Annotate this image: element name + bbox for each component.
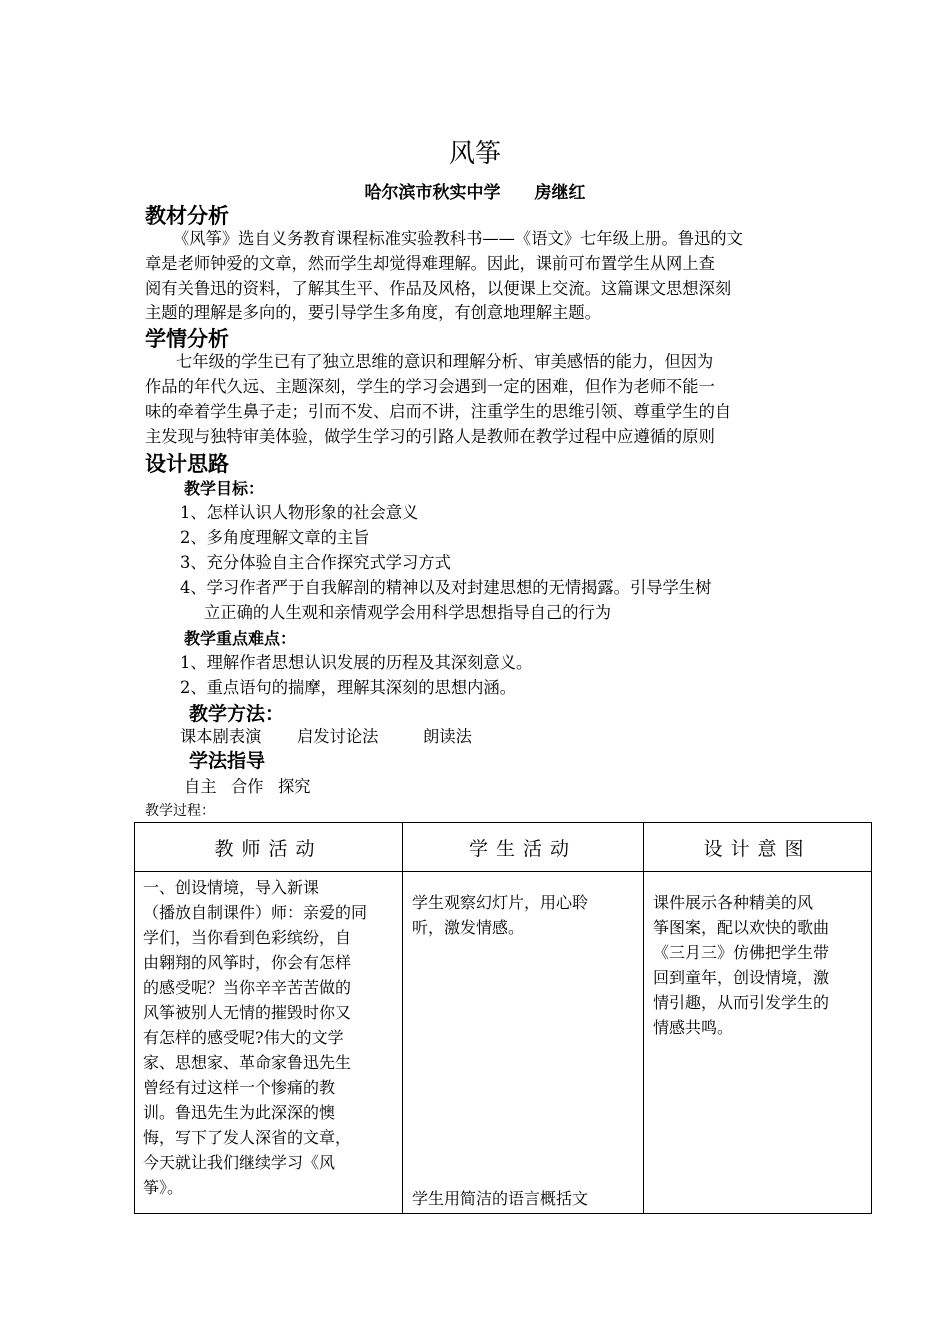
cell-line: 课件展示各种精美的风 [653,893,814,912]
cell-line: 听，激发情感。 [412,918,525,937]
table-row [135,872,872,1214]
header-design-intent: 设计意图 [644,823,872,872]
textbook-analysis-line: 章是老师钟爱的文章，然而学生却觉得难理解。因此，课前可布置学生从网上查 [145,254,715,273]
key-points-heading: 教学重点难点： [184,629,297,648]
textbook-analysis-line: 《风筝》选自义务教育课程标准实验教科书——《语文》七年级上册。鲁迅的文 [173,229,743,248]
cell-line: 回到童年，创设情境，激 [653,968,830,987]
header-teacher-activity: 教师活动 [135,823,403,872]
author-line [0,178,950,203]
cell-line: 学生观察幻灯片，用心聆 [412,893,589,912]
key-point-item: 2、重点语句的揣摩，理解其深刻的思想内涵。 [180,678,516,697]
process-label: 教学过程： [145,803,215,819]
methods-heading: 教学方法： [189,703,285,725]
cell-line: 的感受呢？当你辛辛苦苦做的 [143,978,352,997]
goal-item-continuation: 立正确的人生观和亲情观学会用科学思想指导自己的行为 [204,603,612,622]
cell-line: （播放自制课件）师：亲爱的同 [143,903,368,922]
student-activity-cell [403,872,644,1214]
cell-line: 由翱翔的风筝时，你会有怎样 [143,953,352,972]
teacher-activity-cell [135,872,403,1214]
cell-line: 风筝被别人无情的摧毁时你又 [143,1003,352,1022]
key-point-item: 1、理解作者思想认识发展的历程及其深刻意义。 [180,653,533,672]
cell-line: 一、创设情境，导入新课 [143,878,320,897]
textbook-analysis-heading: 教材分析 [145,204,229,228]
method-item: 启发讨论法 [297,727,379,746]
design-heading: 设计思路 [145,452,229,476]
cell-line: 今天就让我们继续学习《风 [143,1153,336,1172]
goal-item: 2、多角度理解文章的主旨 [180,528,370,547]
textbook-analysis-line: 阅有关鲁迅的资料，了解其生平、作品及风格，以便课上交流。这篇课文思想深刻 [145,279,732,298]
design-intent-cell [644,872,872,1214]
teaching-process-table [134,822,872,1214]
cell-line: 曾经有过这样一个惨痛的教 [143,1078,336,1097]
goals-heading: 教学目标： [184,479,265,498]
method-item: 课本剧表演 [180,727,262,746]
goal-item: 1、怎样认识人物形象的社会意义 [180,503,419,522]
study-guide-heading: 学法指导 [189,750,266,772]
goal-item: 4、学习作者严于自我解剖的精神以及对封建思想的无情揭露。引导学生树 [180,578,712,597]
cell-line: 情感共鸣。 [653,1018,734,1037]
guide-item: 合作 [231,777,264,796]
cell-line: 筝》。 [143,1178,184,1197]
cell-line: 筝图案，配以欢快的歌曲 [653,918,830,937]
student-analysis-line: 主发现与独特审美体验，做学生学习的引路人是教师在教学过程中应遵循的原则 [145,427,715,446]
student-analysis-line: 七年级的学生已有了独立思维的意识和理解分析、审美感悟的能力，但因为 [176,352,714,371]
method-item: 朗读法 [423,727,472,746]
table-header-row [135,823,872,872]
student-analysis-heading: 学情分析 [145,327,229,351]
cell-line: 有怎样的感受呢?伟大的文学 [143,1028,344,1047]
textbook-analysis-line: 主题的理解是多向的，要引导学生多角度，有创意地理解主题。 [145,303,601,322]
author-name: 房继红 [534,183,586,203]
student-analysis-line: 作品的年代久远、主题深刻，学生的学习会遇到一定的困难，但作为老师不能一 [145,377,715,396]
cell-line: 《三月三》仿佛把学生带 [653,943,830,962]
student-analysis-line: 味的牵着学生鼻子走；引而不发、启而不讲，注重学生的思维引领、尊重学生的自 [145,402,732,421]
page-title: 风筝 [448,139,501,169]
cell-line: 训。鲁迅先生为此深深的懊 [143,1103,336,1122]
cell-line: 家、思想家、革命家鲁迅先生 [143,1053,352,1072]
cell-line: 学们，当你看到色彩缤纷，自 [143,928,352,947]
cell-line: 学生用简洁的语言概括文 [412,1189,589,1208]
guide-item: 探究 [278,777,311,796]
header-student-activity: 学生活动 [403,823,644,872]
guide-item: 自主 [184,777,217,796]
author-school: 哈尔滨市秋实中学 [364,183,501,203]
cell-line: 情引趣，从而引发学生的 [653,993,830,1012]
goal-item: 3、充分体验自主合作探究式学习方式 [180,553,451,572]
cell-line: 悔，写下了发人深省的文章， [143,1128,352,1147]
